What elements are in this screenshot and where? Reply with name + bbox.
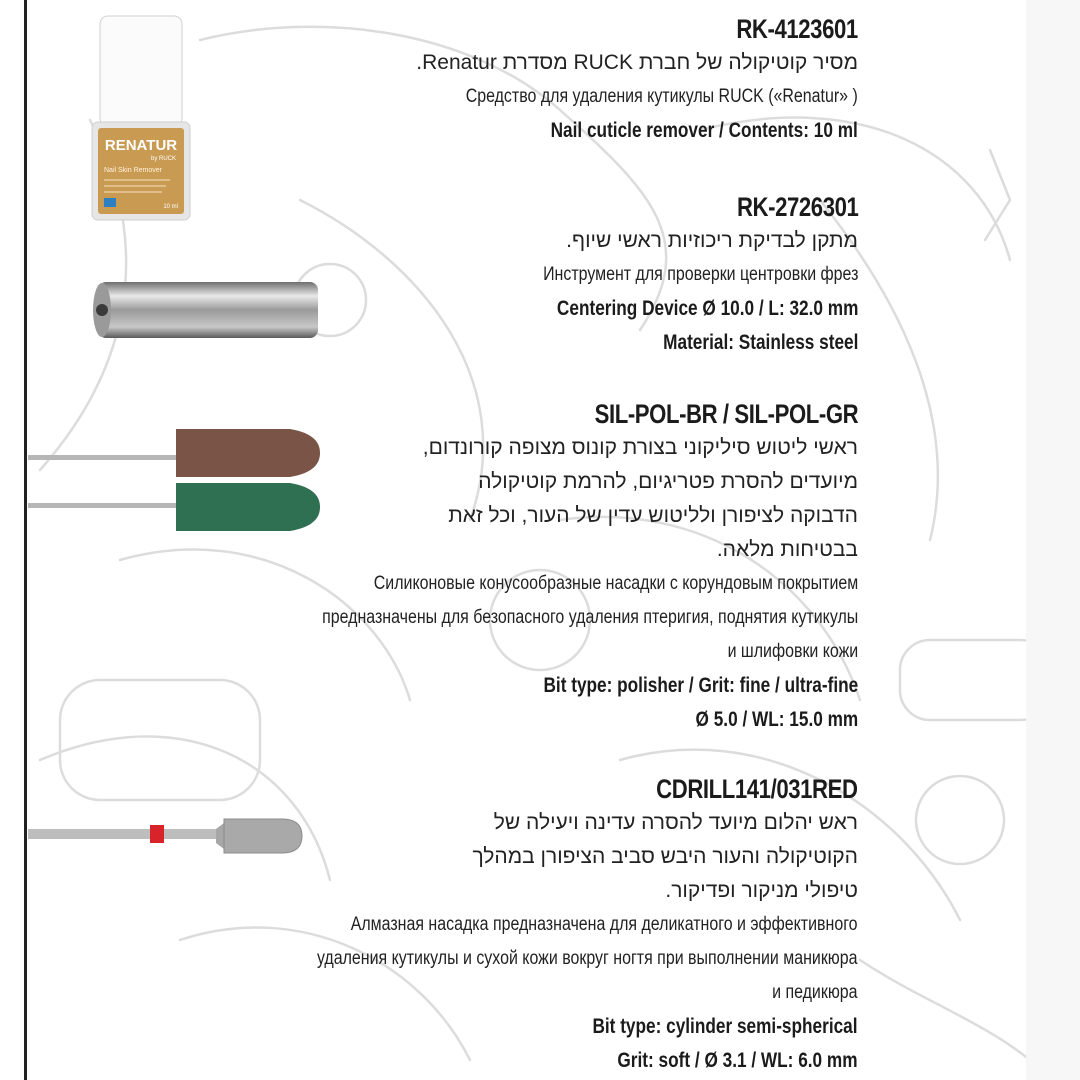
russian-description: удаления кутикулы и сухой кожи вокруг ногтя при выполнении маникюра [317,948,858,969]
product-rk2726301 [483,190,858,360]
bottle-maker-text: by RUCK [150,156,176,162]
product-code: RK-4123601 [736,14,858,44]
product-cdrill141 [214,772,858,1078]
product-sil-pol [220,397,858,737]
hebrew-description: מסיר קוטיקולה של חברת RUCK מסדרת Renatur. [416,51,858,74]
product-code: RK-2726301 [736,192,858,222]
hebrew-description: מיועדים להסרת פטריגיום, להרמת קוטיקולה [478,470,858,493]
product-code: SIL-POL-BR / SIL-POL-GR [594,399,858,429]
english-spec: Bit type: cylinder semi-spherical [592,1015,858,1038]
right-margin-band [1026,0,1080,1080]
english-spec: Nail cuticle remover / Contents: 10 ml [550,119,858,142]
english-spec: Bit type: polisher / Grit: fine / ultra-fine [543,674,858,697]
hebrew-description: בבטיחות מלאה. [716,538,858,561]
hebrew-description: מתקן לבדיקת ריכוזיות ראשי שיוף. [566,229,858,252]
russian-description: предназначены для безопасного удаления птеригия, поднятия кутикулы [321,607,858,628]
russian-description: Средство для удаления кутикулы RUCK («Renatur» ) [465,86,858,107]
hebrew-description: ראשי ליטוש סיליקוני בצורת קונוס מצופה קורונדום, [422,436,858,459]
russian-description: Инструмент для проверки центровки фрез [542,264,858,285]
bottle-subtitle-text: Nail Skin Remover [104,167,162,174]
centering-device-image [90,278,322,342]
english-spec: Grit: soft / Ø 3.1 / WL: 6.0 mm [617,1049,858,1072]
product-rk4123601 [391,12,858,148]
bottle-brand-text: RENATUR [104,137,178,154]
left-border-rule [24,0,27,1080]
hebrew-description: הדבוקה לציפורן ולליטוש עדין של העור, וכל זאת [448,504,858,527]
hebrew-description: טיפולי מניקור ופדיקור. [665,879,858,902]
english-spec: Centering Device Ø 10.0 / L: 32.0 mm [556,297,858,320]
english-spec: Material: Stainless steel [662,331,858,354]
russian-description: и шлифовки кожи [727,641,858,662]
russian-description: и педикюра [772,982,858,1003]
russian-description: Силиконовые конусообразные насадки с корундовым покрытием [373,573,858,594]
hebrew-description: ראש יהלום מיועד להסרה עדינה ויעילה של [493,811,858,834]
hebrew-description: הקוטיקולה והעור היבש סביב הציפורן במהלך [472,845,858,868]
red-band [150,825,164,843]
cuticle-remover-bottle-image [86,10,196,225]
product-code: CDRILL141/031RED [656,774,858,804]
bottle-volume-text: 10 ml [163,204,178,210]
russian-description: Алмазная насадка предназначена для деликатного и эффективного [351,914,858,935]
english-spec: Ø 5.0 / WL: 15.0 mm [695,708,858,731]
